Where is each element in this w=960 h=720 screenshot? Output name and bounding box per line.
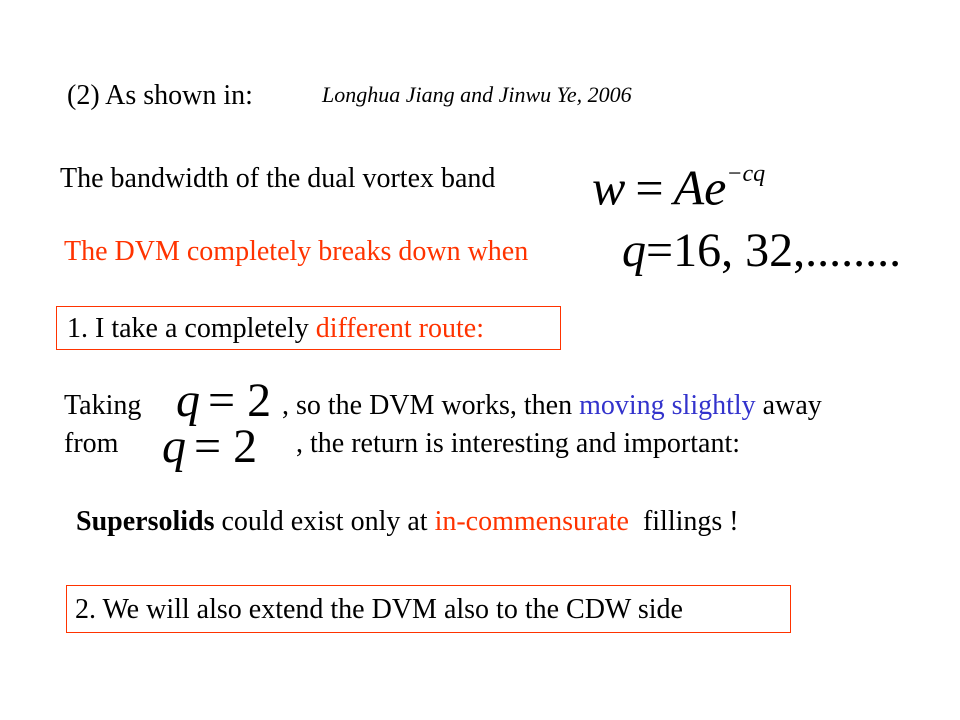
bandwidth-text: The bandwidth of the dual vortex band bbox=[60, 163, 496, 194]
formula-q: q bbox=[622, 224, 646, 277]
formula-equals-two: = 2 bbox=[208, 374, 272, 427]
section-label: (2) As shown in: bbox=[67, 80, 253, 111]
formula-equals-two: = 2 bbox=[194, 420, 258, 473]
taking-line1-text: , so the DVM works, then bbox=[282, 390, 580, 421]
formula-values: =16, 32,........ bbox=[646, 224, 902, 277]
point1-text: 1. I take a completely bbox=[67, 313, 316, 344]
taking-line1 bbox=[282, 390, 822, 422]
formula-equals: = bbox=[635, 159, 664, 216]
formula-q: q bbox=[176, 374, 200, 427]
supersolid-mid: could exist only at bbox=[214, 506, 435, 537]
point1-box bbox=[56, 306, 561, 350]
supersolid-end: fillings ! bbox=[628, 506, 739, 537]
bandwidth-formula bbox=[592, 152, 765, 216]
taking-word: Taking bbox=[64, 390, 142, 421]
breakdown-text: The DVM completely breaks down when bbox=[64, 236, 529, 267]
from-formula bbox=[162, 420, 257, 474]
from-word: from bbox=[64, 428, 119, 459]
taking-line1-end: away bbox=[755, 390, 822, 421]
formula-w: w bbox=[592, 159, 626, 216]
breakdown-formula bbox=[622, 224, 901, 278]
supersolid-line bbox=[76, 506, 739, 538]
point2-box bbox=[66, 585, 791, 633]
formula-e: e bbox=[704, 159, 727, 216]
formula-q: q bbox=[162, 420, 186, 473]
from-line-rest: , the return is interesting and important: bbox=[296, 428, 741, 459]
formula-exponent: −cq bbox=[726, 161, 766, 187]
supersolid-bold: Supersolids bbox=[76, 506, 215, 537]
point2-text: 2. We will also extend the DVM also to the CDW side bbox=[75, 594, 683, 625]
taking-line1-blue: moving slightly bbox=[579, 390, 756, 421]
formula-A: A bbox=[673, 159, 705, 216]
supersolid-red: in-commensurate bbox=[434, 506, 629, 537]
point1-highlight: different route: bbox=[315, 313, 484, 344]
citation: Longhua Jiang and Jinwu Ye, 2006 bbox=[322, 82, 632, 107]
